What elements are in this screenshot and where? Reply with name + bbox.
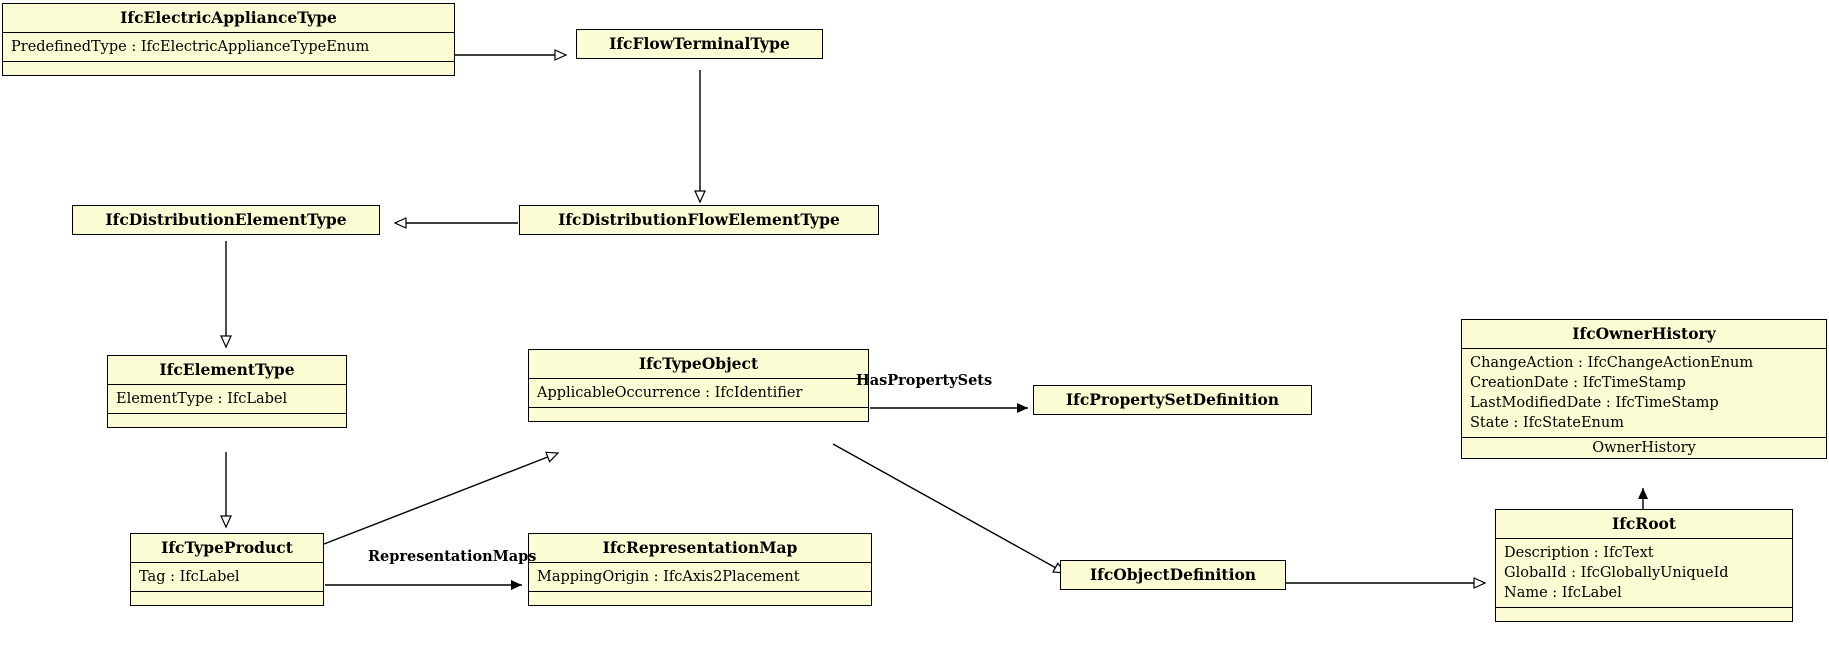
class-node-ifcflowterminaltype[interactable] bbox=[576, 29, 823, 59]
class-node-ifcroot[interactable] bbox=[1495, 509, 1793, 622]
association-role-label: OwnerHistory bbox=[1592, 439, 1696, 456]
class-title: IfcDistributionElementType bbox=[105, 210, 347, 229]
attribute-row: State : IfcStateEnum bbox=[1470, 414, 1624, 431]
class-title: IfcDistributionFlowElementType bbox=[558, 210, 840, 229]
attribute-row: ChangeAction : IfcChangeActionEnum bbox=[1470, 354, 1754, 371]
attribute-row: LastModifiedDate : IfcTimeStamp bbox=[1470, 394, 1719, 411]
class-node-ifcobjectdefinition[interactable] bbox=[1060, 560, 1286, 590]
attribute-row: GlobalId : IfcGloballyUniqueId bbox=[1504, 564, 1729, 581]
class-title: IfcOwnerHistory bbox=[1572, 324, 1716, 343]
attribute-row: Description : IfcText bbox=[1504, 544, 1654, 561]
class-attributes bbox=[1462, 349, 1826, 437]
class-title: IfcTypeProduct bbox=[161, 538, 293, 557]
operations-compartment bbox=[131, 592, 323, 605]
class-title: IfcPropertySetDefinition bbox=[1065, 390, 1280, 409]
operations-compartment bbox=[529, 592, 871, 605]
class-attributes bbox=[529, 379, 868, 407]
attribute-row: Tag : IfcLabel bbox=[139, 568, 240, 585]
class-title: IfcRoot bbox=[1611, 514, 1677, 533]
class-attributes bbox=[529, 563, 871, 591]
class-node-ifcelectricappliancetype[interactable] bbox=[2, 3, 455, 76]
attribute-row: CreationDate : IfcTimeStamp bbox=[1470, 374, 1686, 391]
class-node-ifctypeproduct[interactable] bbox=[130, 533, 324, 606]
edge-label-haspropertysets: HasPropertySets bbox=[856, 372, 993, 389]
attribute-row: ApplicableOccurrence : IfcIdentifier bbox=[537, 384, 803, 401]
class-attributes bbox=[3, 33, 454, 61]
operations-compartment bbox=[1496, 608, 1792, 621]
class-node-ifcrepresentationmap[interactable] bbox=[528, 533, 872, 606]
class-node-ifctypeobject[interactable] bbox=[528, 349, 869, 422]
class-title: IfcElectricApplianceType bbox=[120, 8, 337, 27]
class-title: IfcRepresentationMap bbox=[602, 538, 798, 557]
class-title: IfcObjectDefinition bbox=[1089, 565, 1257, 584]
attribute-row: PredefinedType : IfcElectricApplianceTypeEnum bbox=[11, 38, 370, 55]
attribute-row: MappingOrigin : IfcAxis2Placement bbox=[537, 568, 800, 585]
operations-compartment bbox=[529, 408, 868, 421]
edge-label-representationmaps: RepresentationMaps bbox=[368, 548, 537, 565]
operations-compartment bbox=[108, 414, 346, 427]
class-node-ifcdistributionelementtype[interactable] bbox=[72, 205, 380, 235]
attribute-row: ElementType : IfcLabel bbox=[116, 390, 288, 407]
class-attributes bbox=[131, 563, 323, 591]
class-title: IfcElementType bbox=[159, 360, 295, 379]
class-node-ifcelementtype[interactable] bbox=[107, 355, 347, 428]
attribute-row: Name : IfcLabel bbox=[1504, 584, 1622, 601]
class-attributes bbox=[1496, 539, 1792, 607]
class-node-ifcownerhistory[interactable] bbox=[1461, 319, 1827, 459]
class-node-ifcpropertysetdefinition[interactable] bbox=[1033, 385, 1312, 415]
class-node-ifcdistributionflowelementtype[interactable] bbox=[519, 205, 879, 235]
class-title: IfcTypeObject bbox=[638, 354, 759, 373]
class-title: IfcFlowTerminalType bbox=[609, 34, 790, 53]
operations-compartment bbox=[3, 62, 454, 75]
class-attributes bbox=[108, 385, 346, 413]
